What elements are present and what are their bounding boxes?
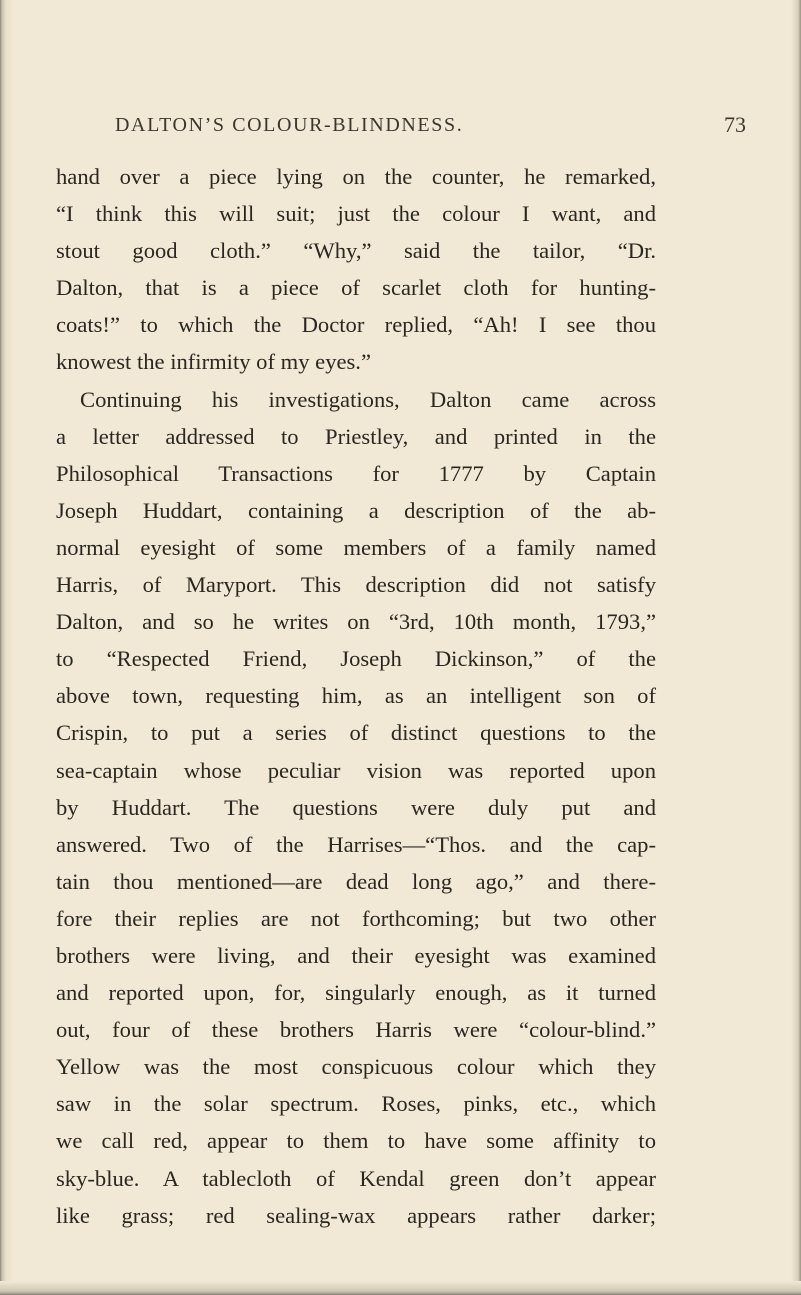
page-number: 73	[724, 112, 746, 137]
text-line: “I think this will suit; just the colour I want, and	[56, 201, 656, 227]
text-line: sky-blue. A tablecloth of Kendal green don’t appear	[56, 1165, 656, 1191]
body-text	[56, 158, 656, 1234]
text-line: Joseph Huddart, containing a description of the ab-	[56, 497, 656, 523]
text-line: a letter addressed to Priestley, and printed in the	[56, 423, 656, 449]
text-line: sea-captain whose peculiar vision was reported upon	[56, 757, 656, 783]
running-head: DALTON’S COLOUR-BLINDNESS.	[115, 114, 464, 136]
text-line: by Huddart. The questions were duly put and	[56, 794, 656, 820]
text-line: tain thou mentioned—are dead long ago,” and there-	[56, 868, 656, 894]
text-line: Continuing his investigations, Dalton came across	[80, 386, 656, 412]
text-line: answered. Two of the Harrises—“Thos. and the cap-	[56, 831, 656, 857]
page-right-edge	[791, 0, 801, 1295]
text-line: hand over a piece lying on the counter, he remarked,	[56, 164, 656, 189]
text-line: and reported upon, for, singularly enough, as it turned	[56, 980, 656, 1006]
text-line: Crispin, to put a series of distinct questions to the	[56, 720, 656, 746]
page-header	[0, 112, 801, 144]
text-line: Harris, of Maryport. This description did not satisfy	[56, 572, 656, 598]
text-line: above town, requesting him, as an intelligent son of	[56, 683, 656, 709]
text-line: Philosophical Transactions for 1777 by Captain	[56, 460, 656, 486]
text-line: coats!” to which the Doctor replied, “Ah! I see thou	[56, 312, 656, 338]
text-line: stout good cloth.” “Why,” said the tailor, “Dr.	[56, 238, 656, 264]
text-line: normal eyesight of some members of a family named	[56, 534, 656, 560]
text-line: brothers were living, and their eyesight was examined	[56, 942, 656, 968]
text-line: to “Respected Friend, Joseph Dickinson,” of the	[56, 646, 656, 672]
text-line: saw in the solar spectrum. Roses, pinks, etc., which	[56, 1091, 656, 1117]
text-line: like grass; red sealing-wax appears rather darker;	[56, 1202, 656, 1228]
text-line: Dalton, and so he writes on “3rd, 10th month, 1793,”	[56, 609, 656, 635]
page-bottom-edge	[0, 1281, 801, 1295]
text-line: we call red, appear to them to have some affinity to	[56, 1128, 656, 1154]
page-gutter-shadow	[0, 0, 14, 1295]
text-line: out, four of these brothers Harris were “colour-blind.”	[56, 1017, 656, 1043]
text-line: Dalton, that is a piece of scarlet cloth for hunting-	[56, 275, 656, 301]
text-line: fore their replies are not forthcoming; but two other	[56, 905, 656, 931]
text-line: Yellow was the most conspicuous colour which they	[56, 1054, 656, 1080]
text-line: knowest the infirmity of my eyes.”	[56, 349, 371, 375]
